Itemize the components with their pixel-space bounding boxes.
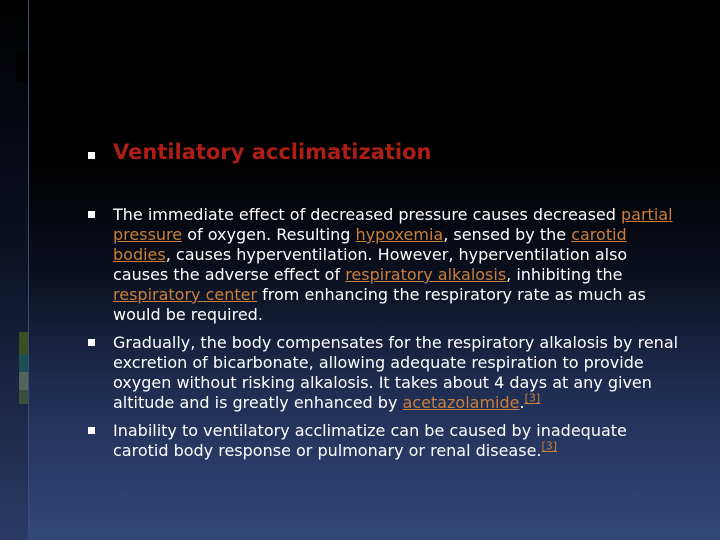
text-run: , sensed by the — [443, 225, 572, 244]
decor-strip — [19, 372, 28, 390]
link-acetazolamide[interactable]: acetazolamide — [402, 393, 520, 412]
link-respiratory-alkalosis[interactable]: respiratory alkalosis — [345, 265, 507, 284]
square-bullet-icon — [88, 339, 95, 346]
bullet-text-3 — [113, 421, 679, 461]
text-run: Gradually, the body compensates for the respiratory alkalosis by renal excretion of bicarbonate, allowing adequate respiration to provide oxygen without risking alkalosis. It takes about 4 days at any given altitude and is greatly enhanced by — [113, 333, 679, 412]
link-partial-pressure[interactable]: partial pressure — [113, 205, 673, 244]
bullet-text-2 — [113, 333, 679, 413]
citation-link[interactable]: [3] — [524, 391, 541, 405]
decor-strip — [19, 332, 28, 354]
square-bullet-icon — [88, 211, 95, 218]
text-run: . — [519, 393, 525, 412]
citation-link[interactable]: [3] — [541, 439, 558, 453]
text-run: of oxygen. Resulting — [182, 225, 356, 244]
link-respiratory-center[interactable]: respiratory center — [113, 285, 258, 304]
text-run: The immediate effect of decreased pressure causes decreased — [113, 205, 622, 224]
square-bullet-icon — [88, 427, 95, 434]
text-run: Inability to ventilatory acclimatize can be caused by inadequate carotid body response or pulmonary or renal disease. — [113, 421, 627, 460]
left-decor-band — [0, 0, 29, 540]
square-bullet-icon — [88, 152, 95, 159]
decor-block — [16, 52, 28, 82]
link-carotid-bodies[interactable]: carotid bodies — [113, 225, 627, 264]
decor-strip — [19, 390, 28, 404]
link-hypoxemia[interactable]: hypoxemia — [355, 225, 444, 244]
text-run: , causes hyperventilation. However, hyperventilation also causes the adverse effect of — [113, 245, 628, 284]
bullet-text-1 — [113, 205, 679, 325]
slide-heading: Ventilatory acclimatization — [113, 140, 432, 164]
text-run: from enhancing the respiratory rate as much as would be required. — [113, 285, 646, 324]
decor-strip — [19, 354, 28, 372]
text-run: , inhibiting the — [506, 265, 623, 284]
